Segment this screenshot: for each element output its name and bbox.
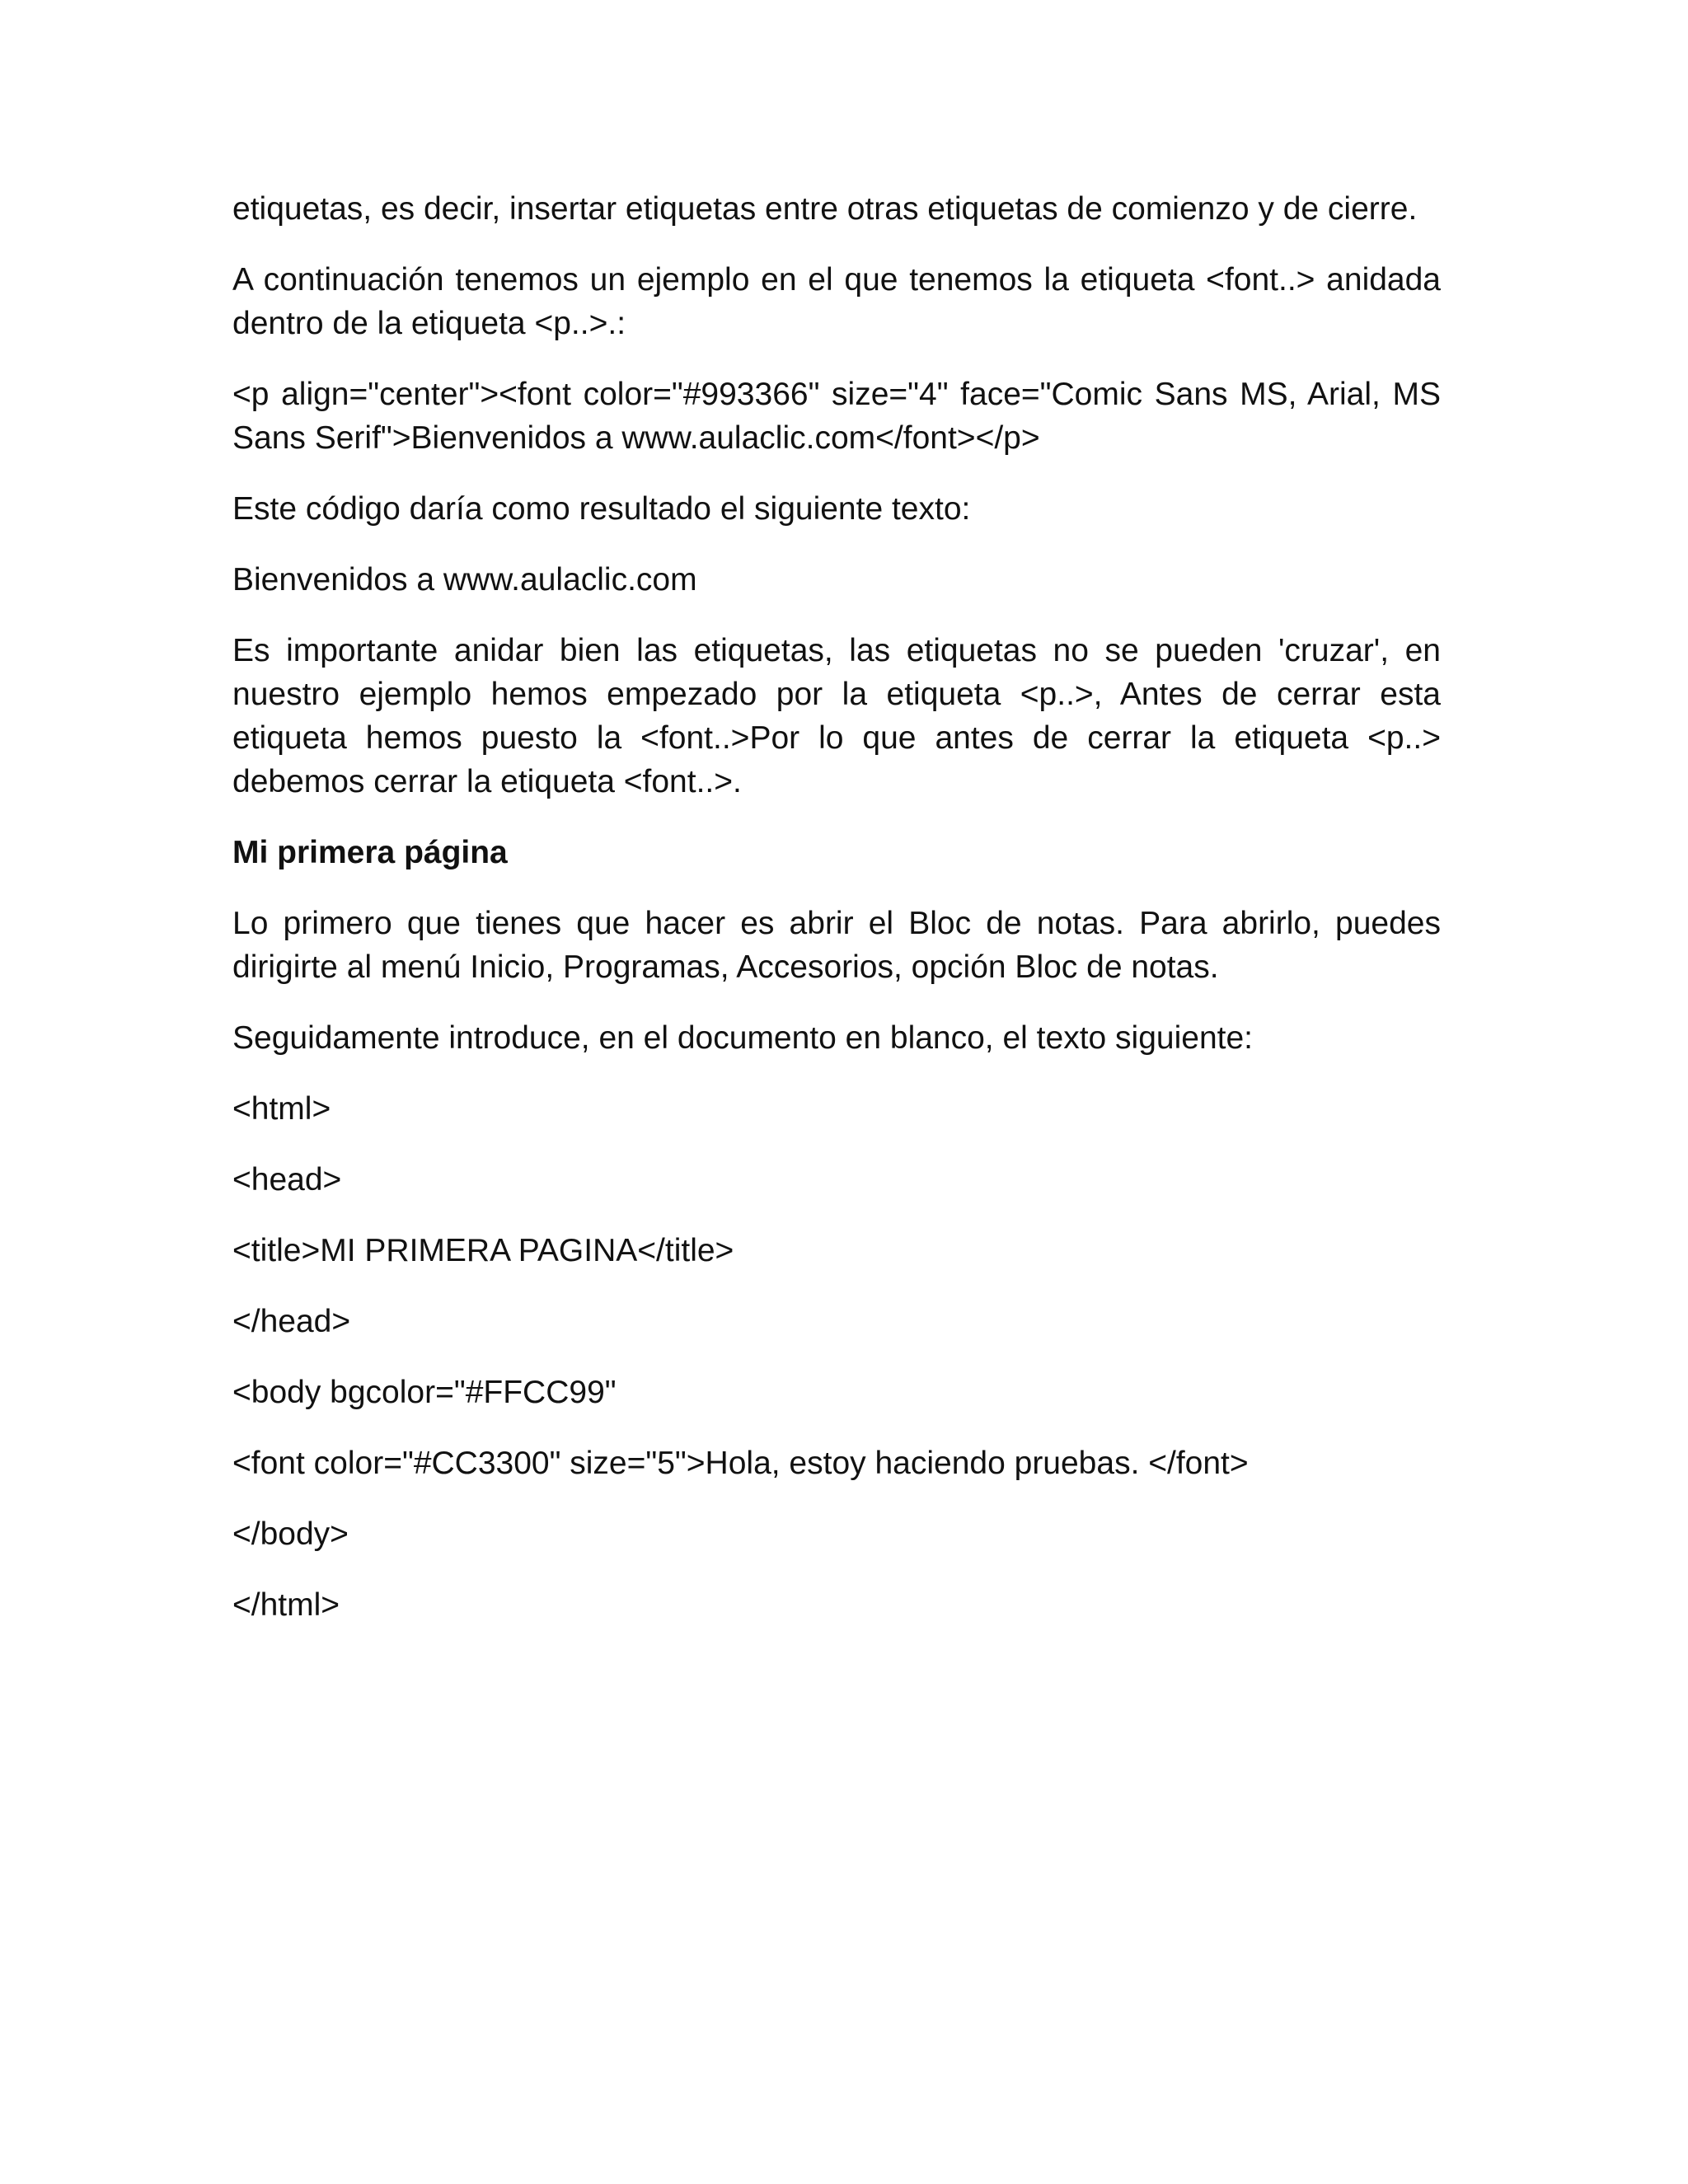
code-line: </body> xyxy=(232,1516,349,1552)
intro-continuation-paragraph: etiquetas, es decir, insertar etiquetas entre otras etiquetas de comienzo y de cierre. xyxy=(232,191,1418,227)
type-instructions-paragraph: Seguidamente introduce, en el documento en blanco, el texto siguiente: xyxy=(232,1020,1254,1056)
section-heading: Mi primera página xyxy=(232,835,508,870)
example-intro-paragraph: A continuación tenemos un ejemplo en el que tenemos la etiqueta <font..> anidada dentro de la etiqueta <p..>.: xyxy=(232,262,1441,341)
nesting-note-paragraph: Es importante anidar bien las etiquetas, las etiquetas no se pueden 'cruzar', en nuestro ejemplo hemos empezado por la etiqueta <p..>, Antes de cerrar esta etiqueta hemos puesto la <font..>Por lo que antes de cerrar la etiqueta <p..> debemos cerrar la etiqueta <font..>. xyxy=(232,633,1441,799)
example-code-paragraph: <p align="center"><font color="#993366" size="4" face="Comic Sans MS, Arial, MS Sans Serif">Bienvenidos a www.aulaclic.com</font></p> xyxy=(232,377,1441,456)
code-line: <html> xyxy=(232,1091,331,1127)
code-line: </head> xyxy=(232,1304,351,1339)
code-line: </html> xyxy=(232,1587,340,1623)
code-line: <head> xyxy=(232,1162,342,1197)
result-text-paragraph: Bienvenidos a www.aulaclic.com xyxy=(232,562,697,598)
result-intro-paragraph: Este código daría como resultado el siguiente texto: xyxy=(232,491,971,527)
document-page xyxy=(232,187,1441,1654)
code-line: <font color="#CC3300" size="5">Hola, estoy haciendo pruebas. </font> xyxy=(232,1446,1249,1481)
notepad-instructions-paragraph: Lo primero que tienes que hacer es abrir el Bloc de notas. Para abrirlo, puedes dirigirte al menú Inicio, Programas, Accesorios, opción Bloc de notas. xyxy=(232,906,1441,985)
code-line: <body bgcolor="#FFCC99" xyxy=(232,1375,617,1410)
code-line: <title>MI PRIMERA PAGINA</title> xyxy=(232,1233,734,1268)
